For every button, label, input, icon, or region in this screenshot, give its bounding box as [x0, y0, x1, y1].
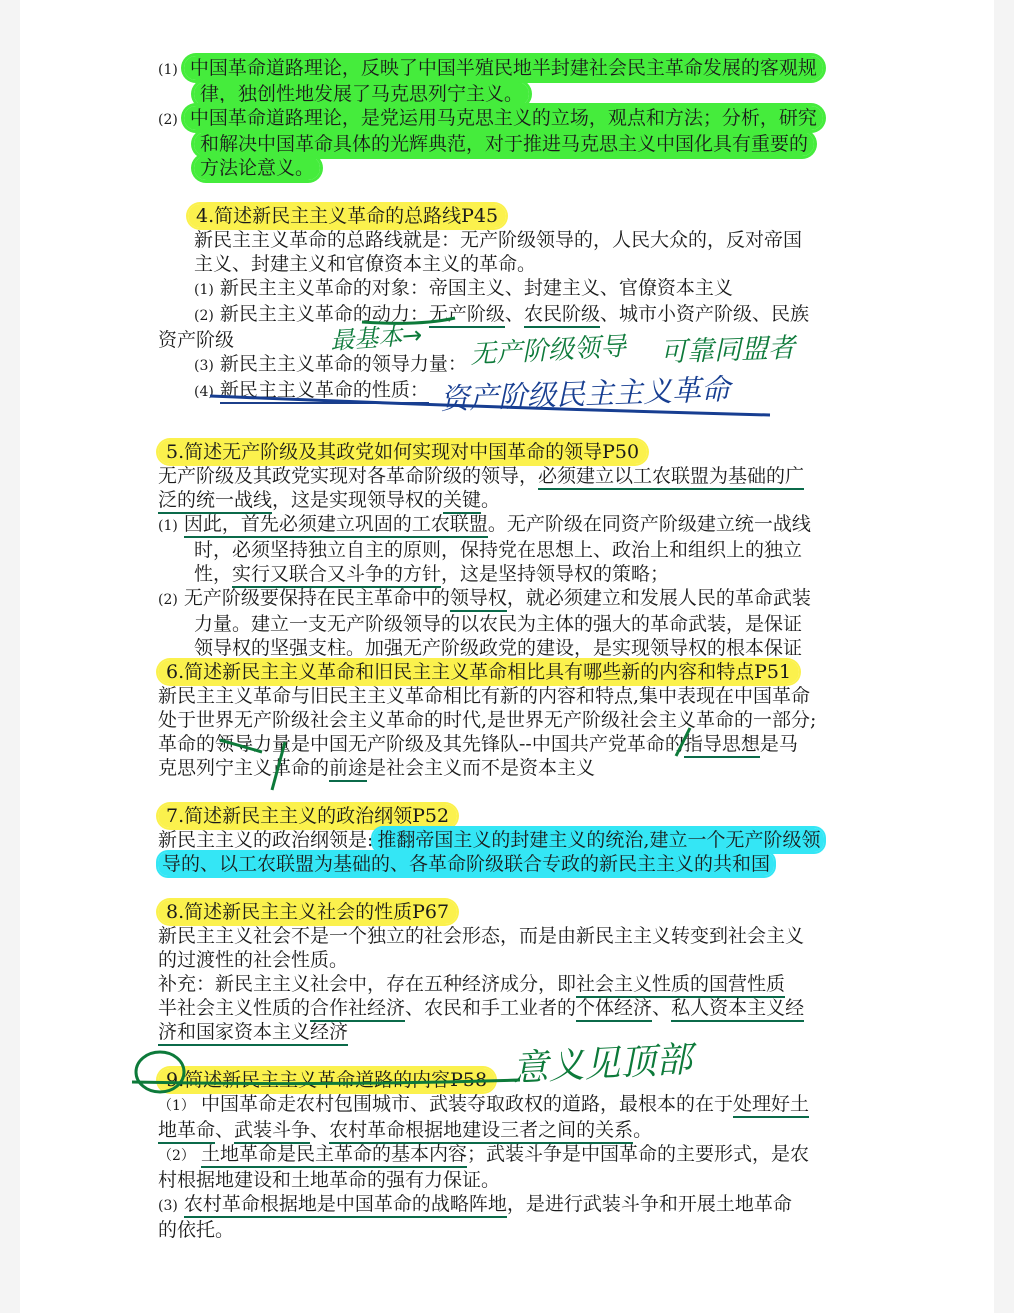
section-4-item-3: (3) 新民主主义革命的领导力量：: [194, 353, 467, 375]
intro-item-2-line-3: 方法论意义。: [158, 156, 873, 180]
cyan-highlight: 推翻帝国主义的封建主义的统治,建立一个无产阶级领: [373, 828, 824, 852]
section-4-item-4: (4) 新民主主义革命的性质：: [158, 378, 873, 404]
notes-content: (1) 中国革命道路理论，反映了中国半殖民地半封建社会民主革命发展的客观规 律，独创性地发展了马克思列宁主义。 (2) 中国革命道路理论，是党运用马克思主义的立场，观点和方法；分析，研究 和解决中国革命具体的光辉典范，对于推进马克思主义中国化具有重要的 方法论意义。 4.简述新民主主义革命的总路线P45 新民主主义革命的总路线就是：无产阶级领导的，人民大众的，反对帝国 主义、封建主义和官僚资本主义的革命。 (1) 新民主主义革命的对象：帝国主义、封建主义、官僚资本主义 (2) 新民主主义革命的动力：无产阶级、农民阶级、城市小资产阶级、民族 资产阶级 (3) 新民主主义革命的领导力量： (4) 新民主主义革命的性质： 5.简述无产阶级及其政党如何实现对中国革命的领导P50 无产阶级及其政党实现对各革命阶级的领导，必须建立以工农联盟为基础的广 泛的统一战线，这是实现领导权的关键。 (1) 因此，首先必须建立巩固的工农联盟。无产阶级在同资产阶级建立统一战线 时，必须坚持独立自主的原则，保持党在思想上、政治上和组织上的独立 性，实行又联合又斗争的方针，这是坚持领导权的策略； (2) 无产阶级要保持在民主革命中的领导权，就必须建立和发展人民的革命武装 力量。建立一支无产阶级领导的以农民为主体的强大的革命武装，是保证 领导权的坚强支柱。加强无产阶级政党的建设，是实现领导权的根本保证 6.简述新民主主义革命和旧民主主义革命相比具有哪些新的内容和特点P51 新民主主义革命与旧民主主义革命相比有新的内容和特点,集中表现在中国革命 处于世界无产阶级社会主义革命的时代,是世界无产阶级社会主义革命的一部分; 革命的领导力量是中国无产阶级及其先锋队--中国共产党革命的指导思想是马 克思列宁主义革命的前途是社会主义而不是资本主义 7.简述新民主主义的政治纲领P52 新民主主义的政治纲领是: 推翻帝国主义的封建主义的统治,建立一个无产阶级领 导的、以工农联盟为基础的、各革命阶级联合专政的新民主主义的共和国 8.简述新民主主义社会的性质P67 新民主主义社会不是一个独立的社会形态，而是由新民主主义转变到社会主义 的过渡性的社会性质。 补充：新民主主义社会中，存在五种经济成分，即社会主义性质的国营性质 半社会主义性质的合作社经济、农民和手工业者的个体经济、私人资本主义经 济和国家资本主义经济 9.简述新民主主义革命道路的内容P58 （1） 中国革命走农村包围城市、武装夺取政权的道路，最根本的在于处理好土 地革命、武装斗争、农村革命根据地建设三者之间的关系。 （2） 土地革命是民主革命的基本内容；武装斗争是中国革命的主要形式，是农 村根据地建设和土地革命的强有力保证。 (3) 农村革命根据地是中国革命的战略阵地，是进行武装斗争和开展土地革命 的依托。: [158, 56, 873, 1242]
handwritten-most-basic: 最基本→: [329, 320, 424, 356]
handwritten-reliable-ally: 可靠同盟者: [659, 332, 796, 369]
section-7-title: 7.简述新民主主义的政治纲领P52: [158, 804, 873, 828]
intro-item-1-line-2: 律，独创性地发展了马克思列宁主义。: [158, 82, 873, 106]
section-8-title: 8.简述新民主主义社会的性质P67: [158, 900, 873, 924]
handwritten-meaning-note: 意义见顶部: [511, 1039, 694, 1090]
section-4-item-2: (2) 新民主主义革命的动力：无产阶级、农民阶级、城市小资产阶级、民族: [158, 302, 873, 328]
intro-item-2-line-2: 和解决中国革命具体的光辉典范，对于推进马克思主义中国化具有重要的: [158, 132, 873, 156]
section-5-title: 5.简述无产阶级及其政党如何实现对中国革命的领导P50: [158, 440, 873, 464]
green-highlight: 中国革命道路理论，反映了中国半殖民地半封建社会民主革命发展的客观规: [184, 56, 823, 80]
section-5-item-2: (2) 无产阶级要保持在民主革命中的领导权，就必须建立和发展人民的革命武装: [158, 586, 873, 612]
handwritten-nature: 资产阶级民主主义革命: [439, 371, 731, 417]
intro-item-2-line-1: (2) 中国革命道路理论，是党运用马克思主义的立场，观点和方法；分析，研究: [158, 106, 873, 132]
intro-item-1-line-1: (1) 中国革命道路理论，反映了中国半殖民地半封建社会民主革命发展的客观规: [158, 56, 873, 82]
section-5-item-1: (1) 因此，首先必须建立巩固的工农联盟。无产阶级在同资产阶级建立统一战线: [158, 512, 873, 538]
section-4-item-1: (1) 新民主主义革命的对象：帝国主义、封建主义、官僚资本主义: [194, 277, 733, 299]
section-4-title: 4.简述新民主主义革命的总路线P45: [158, 204, 873, 228]
section-9-title: 9.简述新民主主义革命道路的内容P58: [158, 1068, 873, 1092]
section-4-para: 新民主主义革命的总路线就是：无产阶级领导的，人民大众的，反对帝国: [194, 229, 803, 251]
section-6-title: 6.简述新民主主义革命和旧民主主义革命相比具有哪些新的内容和特点P51: [158, 660, 873, 684]
handwritten-leader: 无产阶级领导: [469, 331, 627, 371]
